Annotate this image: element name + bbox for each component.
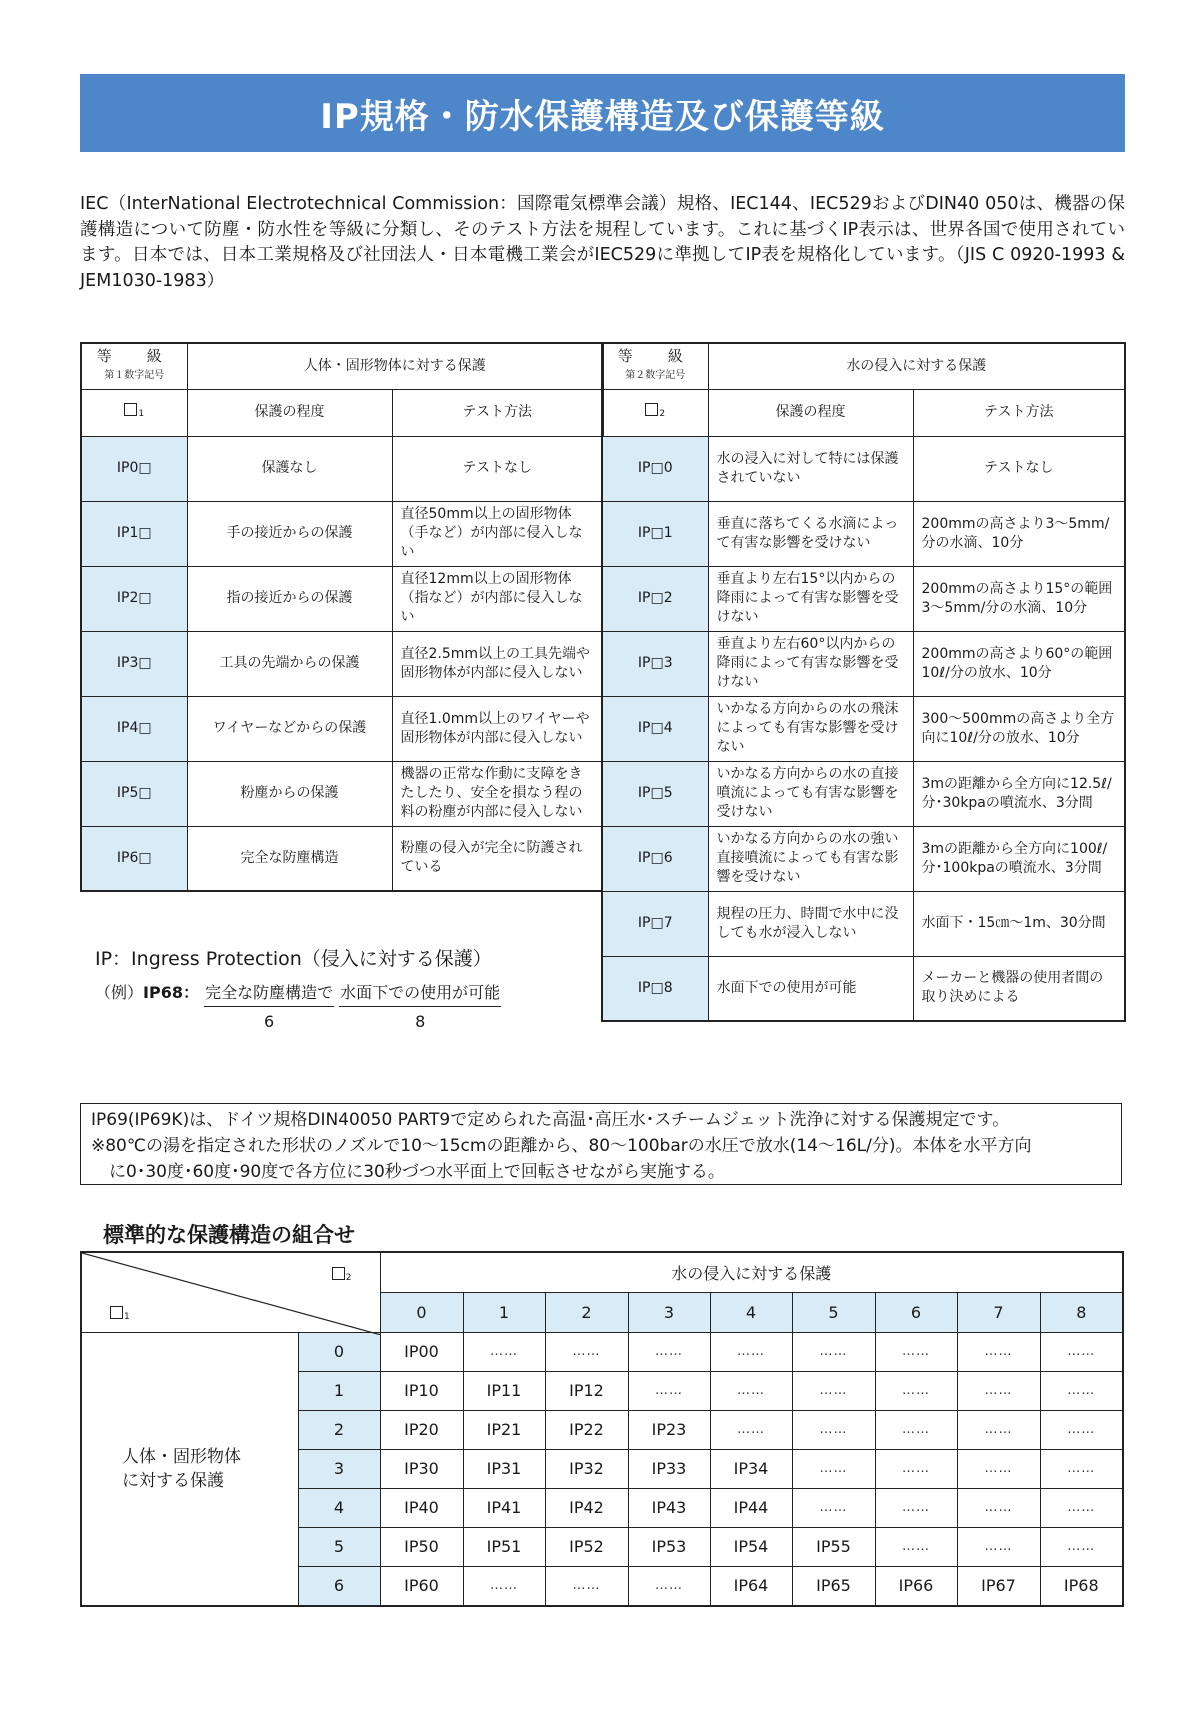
combination-section-title: 標準的な保護構造の組合せ [103,1223,355,1247]
combination-cell: …… [545,1332,628,1371]
water-col-test: テスト方法 [913,389,1125,436]
water-section-header: 水の侵入に対する保護 [708,343,1125,389]
solid-digit-header: 2 [298,1410,380,1449]
water-digit-header: 1 [463,1292,545,1332]
combination-cell: …… [1040,1488,1123,1527]
water-degree-cell: いかなる方向からの水の強い直接噴流によっても有害な影響を受けない [708,826,913,891]
corner-solid-symbol: 1 [110,1302,130,1322]
water-test-cell: 300〜500mmの高さより全方向に10ℓ/分の放水、10分 [913,696,1125,761]
water-test-cell: メーカーと機器の使用者間の取り決めによる [913,956,1125,1021]
combination-cell: …… [792,1488,875,1527]
combination-cell: IP23 [628,1410,710,1449]
solid-protection-table [80,342,604,892]
combination-cell: IP00 [380,1332,463,1371]
combination-cell: …… [1040,1449,1123,1488]
ip-definition: IP：Ingress Protection（侵入に対する保護） [95,948,492,970]
solid-code-cell: IP1□ [81,501,187,566]
water-digit-header: 5 [792,1292,875,1332]
solid-section-header: 人体・固形物体に対する保護 [187,343,603,389]
combination-cell: …… [957,1527,1040,1566]
water-col-degree: 保護の程度 [708,389,913,436]
combination-solid-label: 人体・固形物体に対する保護 [81,1332,298,1606]
combination-cell: …… [628,1332,710,1371]
solid-test-cell: 粉塵の侵入が完全に防護されている [392,826,603,891]
solid-test-cell: 機器の正常な作動に支障をきたしたり、安全を損なう程の料の粉塵が内部に侵入しない [392,761,603,826]
water-grade-header: 等 級 第２数字記号 [602,343,708,389]
solid-code-cell: IP2□ [81,566,187,631]
combination-cell: …… [710,1332,792,1371]
water-degree-cell: 水の浸入に対して特には保護されていない [708,436,913,501]
water-row [602,566,1125,631]
water-row [602,956,1125,1021]
water-digit-header: 2 [545,1292,628,1332]
solid-degree-cell: 粉塵からの保護 [187,761,392,826]
combination-cell: IP53 [628,1527,710,1566]
water-protection-table [601,342,1126,1022]
combination-cell: …… [875,1449,957,1488]
water-row [602,436,1125,501]
solid-degree-cell: ワイヤーなどからの保護 [187,696,392,761]
example-code: IP68： [143,983,199,1002]
water-degree-cell: 水面下での使用が可能 [708,956,913,1021]
ip69-note [80,1103,1122,1185]
solid-code-cell: IP0□ [81,436,187,501]
combination-cell: …… [463,1566,545,1606]
water-row [602,761,1125,826]
water-row [602,826,1125,891]
solid-test-cell: 直径12mm以上の固形物体（指など）が内部に侵入しない [392,566,603,631]
combination-cell: …… [1040,1371,1123,1410]
solid-degree-cell: 完全な防塵構造 [187,826,392,891]
combination-cell: …… [792,1332,875,1371]
solid-row [81,501,603,566]
combination-cell: …… [710,1371,792,1410]
water-digit-header: 3 [628,1292,710,1332]
ip-example [95,980,501,1031]
combination-cell: IP43 [628,1488,710,1527]
water-code-cell: IP□1 [602,501,708,566]
combination-cell: IP68 [1040,1566,1123,1606]
combination-cell: IP20 [380,1410,463,1449]
combination-cell: IP65 [792,1566,875,1606]
combination-cell: …… [628,1566,710,1606]
corner-water-symbol: 2 [332,1263,352,1283]
water-degree-cell: いかなる方向からの水の飛沫によっても有害な影響を受けない [708,696,913,761]
combination-cell: IP10 [380,1371,463,1410]
combination-cell: …… [957,1410,1040,1449]
combination-cell: …… [957,1371,1040,1410]
combination-cell: …… [792,1449,875,1488]
solid-row [81,631,603,696]
solid-row [81,761,603,826]
water-code-cell: IP□8 [602,956,708,1021]
water-digit-header: 0 [380,1292,463,1332]
combination-cell: IP54 [710,1527,792,1566]
combination-cell: …… [957,1449,1040,1488]
combination-cell: …… [957,1332,1040,1371]
water-degree-cell: いかなる方向からの水の直接噴流によっても有害な影響を受けない [708,761,913,826]
combination-cell: IP40 [380,1488,463,1527]
solid-code-cell: IP6□ [81,826,187,891]
solid-degree-cell: 手の接近からの保護 [187,501,392,566]
combination-corner-cell [81,1252,380,1332]
water-code-cell: IP□5 [602,761,708,826]
solid-digit-header: 6 [298,1566,380,1606]
solid-col-degree: 保護の程度 [187,389,392,436]
intro-paragraph: IEC（InterNational Electrotechnical Commission：国際電気標準会議）規格、IEC144、IEC529およびDIN40 050は、機器の保護構造について防塵・防水性を等級に分類し、そのテスト方法を規程しています。これに基づくIP表示は、世界各国で使用されています。日本では、日本工業規格及び社団法人・日本電機工業会がIEC529に準拠してIP表を規格化しています。（JIS C 0920-1993 & JEM1030-1983） [80,194,1125,291]
combination-table [80,1251,1124,1607]
combination-cell: IP32 [545,1449,628,1488]
combination-cell: IP64 [710,1566,792,1606]
note-line: IP69(IP69K)は、ドイツ規格DIN40050 PART9で定められた高温･高圧水･スチームジェット洗浄に対する保護規定です。 [91,1110,1010,1130]
combination-cell: IP51 [463,1527,545,1566]
example-second-digit-explanation: $\frac{\text{水面下での使用が可能}}{8}$ [339,980,501,1031]
water-test-cell: テストなし [913,436,1125,501]
solid-digit-header: 4 [298,1488,380,1527]
water-digit-header: 7 [957,1292,1040,1332]
example-first-digit-explanation: $\frac{\text{完全な防塵構造で}}{6}$ [204,980,334,1031]
combination-cell: IP44 [710,1488,792,1527]
combination-cell: …… [875,1332,957,1371]
water-digit-header: 6 [875,1292,957,1332]
combination-cell: …… [875,1410,957,1449]
solid-test-cell: 直径1.0mm以上のワイヤーや固形物体が内部に侵入しない [392,696,603,761]
combination-cell: IP55 [792,1527,875,1566]
combination-cell: …… [957,1488,1040,1527]
combination-cell: IP30 [380,1449,463,1488]
water-row [602,696,1125,761]
note-line: に0･30度･60度･90度で各方位に30秒づつ水平面上で回転させながら実施する。 [109,1162,725,1182]
solid-grade-header: 等 級 第１数字記号 [81,343,187,389]
solid-digit-symbol: 1 [81,389,187,436]
combination-cell: IP67 [957,1566,1040,1606]
water-degree-cell: 垂直より左右60°以内からの降雨によって有害な影響を受けない [708,631,913,696]
water-test-cell: 200mmの高さより3〜5mm/分の水滴、10分 [913,501,1125,566]
water-test-cell: 200mmの高さより60°の範囲10ℓ/分の放水、10分 [913,631,1125,696]
combination-row [81,1332,1123,1371]
example-prefix: （例） [95,983,144,1002]
combination-cell: IP42 [545,1488,628,1527]
combination-cell: IP34 [710,1449,792,1488]
combination-cell: IP11 [463,1371,545,1410]
combination-cell: …… [628,1371,710,1410]
solid-row [81,566,603,631]
water-code-cell: IP□0 [602,436,708,501]
combination-cell: IP52 [545,1527,628,1566]
water-degree-cell: 規程の圧力、時間で水中に没しても水が浸入しない [708,891,913,956]
solid-row [81,826,603,891]
combination-cell: IP41 [463,1488,545,1527]
solid-degree-cell: 保護なし [187,436,392,501]
solid-col-test: テスト方法 [392,389,603,436]
combination-cell: IP31 [463,1449,545,1488]
solid-test-cell: 直径2.5mm以上の工具先端や固形物体が内部に侵入しない [392,631,603,696]
combination-cell: …… [792,1410,875,1449]
combination-cell: IP60 [380,1566,463,1606]
solid-row [81,696,603,761]
combination-cell: …… [545,1566,628,1606]
water-code-cell: IP□2 [602,566,708,631]
water-code-cell: IP□4 [602,696,708,761]
water-degree-cell: 垂直より左右15°以内からの降雨によって有害な影響を受けない [708,566,913,631]
solid-code-cell: IP3□ [81,631,187,696]
solid-test-cell: テストなし [392,436,603,501]
water-test-cell: 水面下・15㎝〜1m、30分間 [913,891,1125,956]
water-code-cell: IP□3 [602,631,708,696]
combination-cell: …… [710,1410,792,1449]
solid-digit-header: 1 [298,1371,380,1410]
solid-digit-header: 0 [298,1332,380,1371]
combination-cell: IP21 [463,1410,545,1449]
solid-degree-cell: 工具の先端からの保護 [187,631,392,696]
combination-cell: …… [875,1488,957,1527]
solid-code-cell: IP5□ [81,761,187,826]
water-digit-symbol: 2 [602,389,708,436]
water-degree-cell: 垂直に落ちてくる水滴によって有害な影響を受けない [708,501,913,566]
water-code-cell: IP□6 [602,826,708,891]
placeholder-square-icon [124,403,137,416]
water-row [602,631,1125,696]
combination-cell: …… [1040,1332,1123,1371]
page-title: IP規格・防水保護構造及び保護等級 [80,74,1125,152]
water-digit-header: 8 [1040,1292,1123,1332]
combination-water-header: 水の侵入に対する保護 [380,1252,1123,1292]
placeholder-square-icon [645,403,658,416]
combination-cell: …… [1040,1527,1123,1566]
combination-cell: …… [1040,1410,1123,1449]
water-test-cell: 200mmの高さより15°の範囲3〜5mm/分の水滴、10分 [913,566,1125,631]
combination-cell: IP22 [545,1410,628,1449]
solid-code-cell: IP4□ [81,696,187,761]
combination-cell: IP33 [628,1449,710,1488]
solid-degree-cell: 指の接近からの保護 [187,566,392,631]
solid-digit-header: 3 [298,1449,380,1488]
water-digit-header: 4 [710,1292,792,1332]
solid-digit-header: 5 [298,1527,380,1566]
combination-cell: IP50 [380,1527,463,1566]
combination-cell: …… [875,1527,957,1566]
solid-test-cell: 直径50mm以上の固形物体（手など）が内部に侵入しない [392,501,603,566]
combination-cell: …… [463,1332,545,1371]
note-line: ※80℃の湯を指定された形状のノズルで10〜15cmの距離から、80〜100barの水圧で放水(14〜16L/分)。本体を水平方向 [91,1136,1032,1156]
combination-cell: IP12 [545,1371,628,1410]
water-test-cell: 3mの距離から全方向に100ℓ/分･100kpaの噴流水、3分間 [913,826,1125,891]
combination-cell: IP66 [875,1566,957,1606]
water-row [602,501,1125,566]
combination-cell: …… [792,1371,875,1410]
water-code-cell: IP□7 [602,891,708,956]
solid-row [81,436,603,501]
combination-cell: …… [875,1371,957,1410]
water-test-cell: 3mの距離から全方向に12.5ℓ/分･30kpaの噴流水、3分間 [913,761,1125,826]
water-row [602,891,1125,956]
